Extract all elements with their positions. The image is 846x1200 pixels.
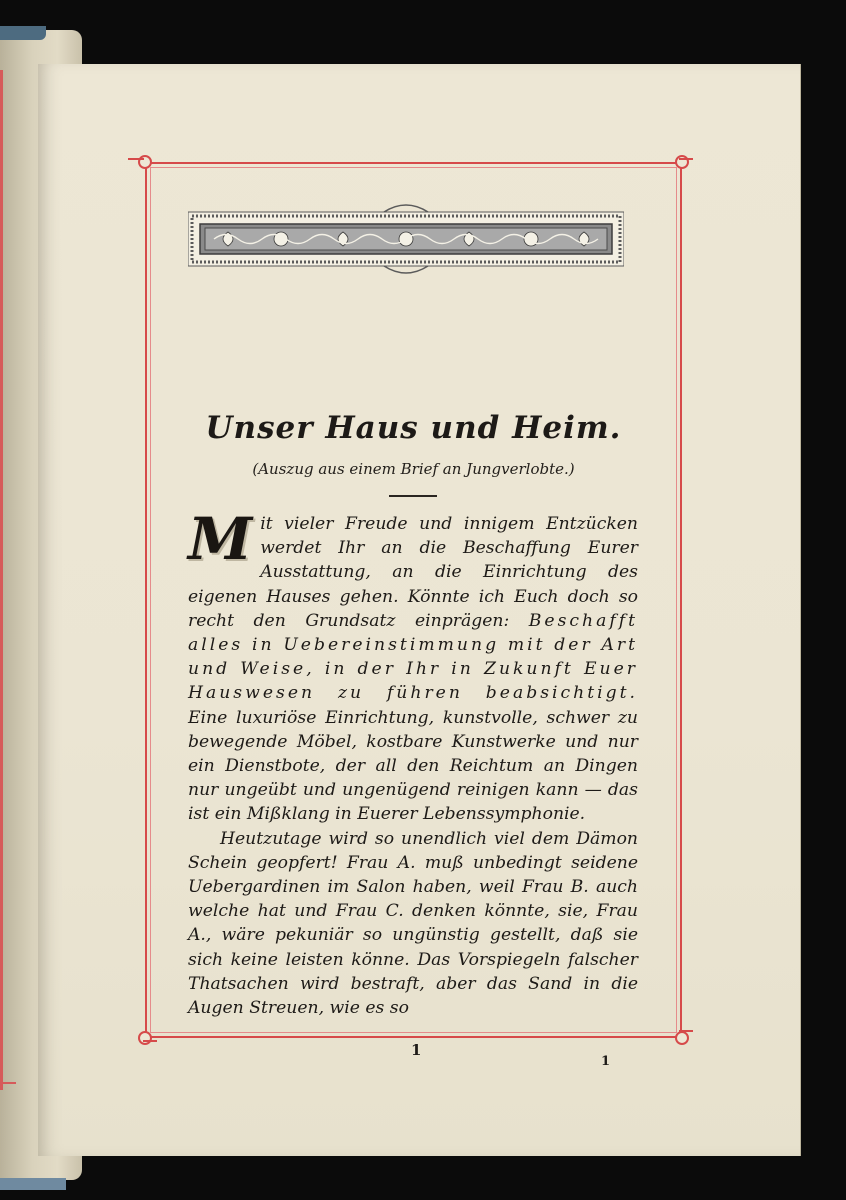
left-page-red-rule bbox=[0, 70, 3, 1090]
body-text bbox=[188, 505, 638, 1020]
frame-corner-curl-icon bbox=[138, 1031, 152, 1045]
left-page-red-tick bbox=[0, 1082, 16, 1084]
ornamental-header-band-icon bbox=[188, 204, 624, 274]
page-number: 1 bbox=[411, 1041, 422, 1059]
frame-tail-line bbox=[679, 158, 693, 160]
frame-tail-line bbox=[143, 1040, 157, 1042]
chapter-title: Unser Haus und Heim. bbox=[205, 410, 622, 446]
paragraph-1 bbox=[188, 505, 638, 827]
frame-corner-curl-icon bbox=[675, 1031, 689, 1045]
paragraph-1-tail: Eine luxuriöse Einrichtung, kunstvolle, schwer zu bewegende Möbel, kostbare Kunstwerke und nur ein Dienstbote, der all den Reichtum an Dingen nur ungeübt und ungenügend reinigen kann — das ist ein Mißklang in Euerer Lebenssymphonie. bbox=[188, 707, 638, 825]
frame-tail-line bbox=[679, 1030, 693, 1032]
paragraph-2: Heutzutage wird so unendlich viel dem Dämon Schein geopfert! Frau A. muß unbedingt seidene Uebergardinen im Salon haben, weil Frau B. auch welche hat und Frau C. denken könnte, sie, Frau A., wäre pekuniär so ungünstig gestellt, daß sie sich keine leisten könne. Das Vorspiegeln falscher Thatsachen wird bestraft, aber das Sand in die Augen Streuen, wie es so bbox=[188, 828, 638, 1019]
chapter-subtitle: (Auszug aus einem Brief an Jungverlobte.) bbox=[252, 460, 575, 478]
paragraph-1-text: it vieler Freude und innigem Entzücken werdet Ihr an die Beschaffung Eurer Ausstattung, an die Einrichtung des eigenen Hauses gehen. Könnte ich Euch doch so recht den Grundsatz einprägen: bbox=[188, 514, 638, 631]
page-number-secondary: 1 bbox=[601, 1054, 611, 1069]
drop-cap: M bbox=[188, 505, 253, 573]
cover-edge-top bbox=[0, 26, 46, 40]
cover-edge-bottom bbox=[0, 1178, 66, 1190]
title-divider bbox=[389, 495, 437, 497]
paragraph-1-emphasis: Beschafft alles in Uebereinstimmung mit der Art und Weise, in der Ihr in Zukunft Euer Hauswesen zu führen beabsichtigt. bbox=[188, 610, 638, 704]
frame-tail-line bbox=[128, 158, 144, 160]
